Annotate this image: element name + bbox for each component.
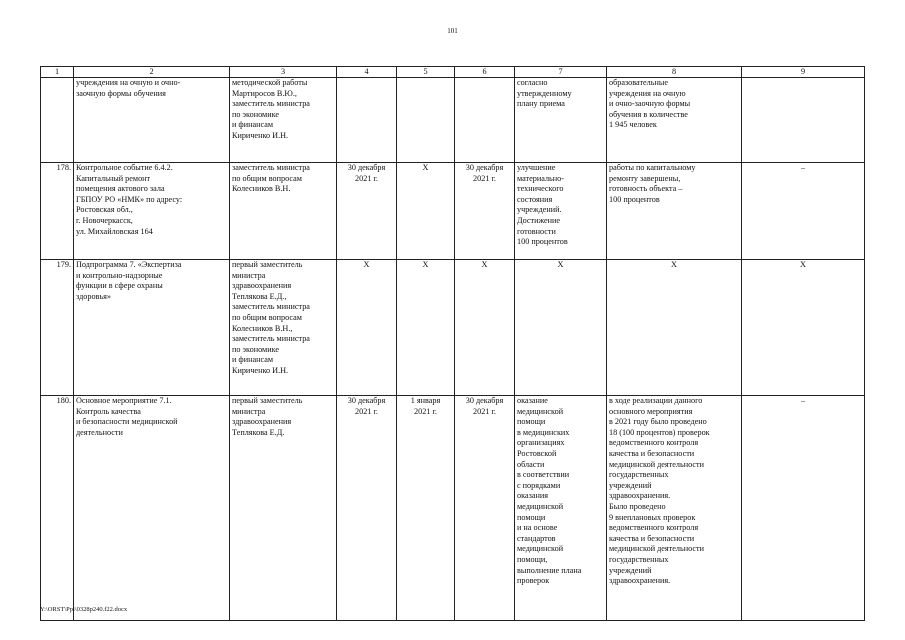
expected-result-cell: улучшение материально- технического состояния учреждений. Достижение готовности 100 процентов	[515, 163, 607, 260]
end-date-cell: 30 декабря 2021 г.	[455, 163, 515, 260]
header-cell: 9	[742, 67, 865, 78]
expected-result-cell: согласно утвержденному плану приема	[515, 78, 607, 163]
reasons-cell: –	[742, 163, 865, 260]
actual-result-cell: в ходе реализации данного основного мероприятия в 2021 году было проведено 18 (100 процентов) проверок ведомственного контроля качества и безопасности медицинской деятельности государственных учреждений здравоохранения. Было проведено 9 внеплановых проверок ведомственного контроля качества и безопасности медицинской деятельности государственных учреждений здравоохранения.	[607, 396, 742, 621]
row-number: 180.	[41, 396, 74, 621]
plan-date-cell: 30 декабря 2021 г.	[337, 396, 397, 621]
actual-result-cell: образовательные учреждения на очную и очно-заочную формы обучения в количестве 1 945 человек	[607, 78, 742, 163]
responsible-cell: первый заместитель министра здравоохранения Теплякова Е.Д.	[230, 396, 337, 621]
plan-date-cell: X	[337, 260, 397, 396]
header-cell: 4	[337, 67, 397, 78]
end-date-cell: 30 декабря 2021 г.	[455, 396, 515, 621]
header-cell: 1	[41, 67, 74, 78]
header-cell: 8	[607, 67, 742, 78]
row-number: 178.	[41, 163, 74, 260]
end-date-cell: X	[455, 260, 515, 396]
header-cell: 2	[74, 67, 230, 78]
table-row	[41, 163, 865, 260]
event-cell: Контрольное событие 6.4.2. Капитальный ремонт помещения актового зала ГБПОУ РО «НМК» по адресу: Ростовская обл., г. Новочеркасск, ул. Михайловская 164	[74, 163, 230, 260]
event-cell: Подпрограмма 7. «Экспертиза и контрольно-надзорные функции в сфере охраны здоровья»	[74, 260, 230, 396]
expected-result-cell: оказание медицинской помощи в медицинских организациях Ростовской области в соответствии с порядками оказания медицинской помощи и на основе стандартов медицинской помощи, выполнение плана проверок	[515, 396, 607, 621]
start-date-cell: X	[397, 163, 455, 260]
file-path-footer: Y:\ORST\Ppi\0328p240.f22.docx	[40, 606, 128, 613]
page-number: 101	[447, 27, 458, 35]
plan-date-cell: 30 декабря 2021 г.	[337, 163, 397, 260]
header-cell: 3	[230, 67, 337, 78]
table-row	[41, 396, 865, 621]
event-cell: учреждения на очную и очно- заочную формы обучения	[74, 78, 230, 163]
row-number	[41, 78, 74, 163]
end-date-cell	[455, 78, 515, 163]
responsible-cell: методической работы Мартиросов В.Ю., заместитель министра по экономике и финансам Кириченко И.Н.	[230, 78, 337, 163]
table-row	[41, 78, 865, 163]
reasons-cell: –	[742, 396, 865, 621]
row-number: 179.	[41, 260, 74, 396]
start-date-cell	[397, 78, 455, 163]
expected-result-cell: X	[515, 260, 607, 396]
reasons-cell: X	[742, 260, 865, 396]
reasons-cell	[742, 78, 865, 163]
plan-date-cell	[337, 78, 397, 163]
header-cell: 6	[455, 67, 515, 78]
start-date-cell: 1 января 2021 г.	[397, 396, 455, 621]
table-row	[41, 260, 865, 396]
report-table	[40, 66, 865, 621]
responsible-cell: первый заместитель министра здравоохранения Теплякова Е.Д., заместитель министра по общим вопросам Колесников В.Н., заместитель министра по экономике и финансам Кириченко И.Н.	[230, 260, 337, 396]
event-cell: Основное мероприятие 7.1. Контроль качества и безопасности медицинской деятельности	[74, 396, 230, 621]
actual-result-cell: работы по капитальному ремонту завершены, готовность объекта – 100 процентов	[607, 163, 742, 260]
responsible-cell: заместитель министра по общим вопросам Колесников В.Н.	[230, 163, 337, 260]
header-cell: 5	[397, 67, 455, 78]
actual-result-cell: X	[607, 260, 742, 396]
header-row	[41, 67, 865, 78]
header-cell: 7	[515, 67, 607, 78]
start-date-cell: X	[397, 260, 455, 396]
